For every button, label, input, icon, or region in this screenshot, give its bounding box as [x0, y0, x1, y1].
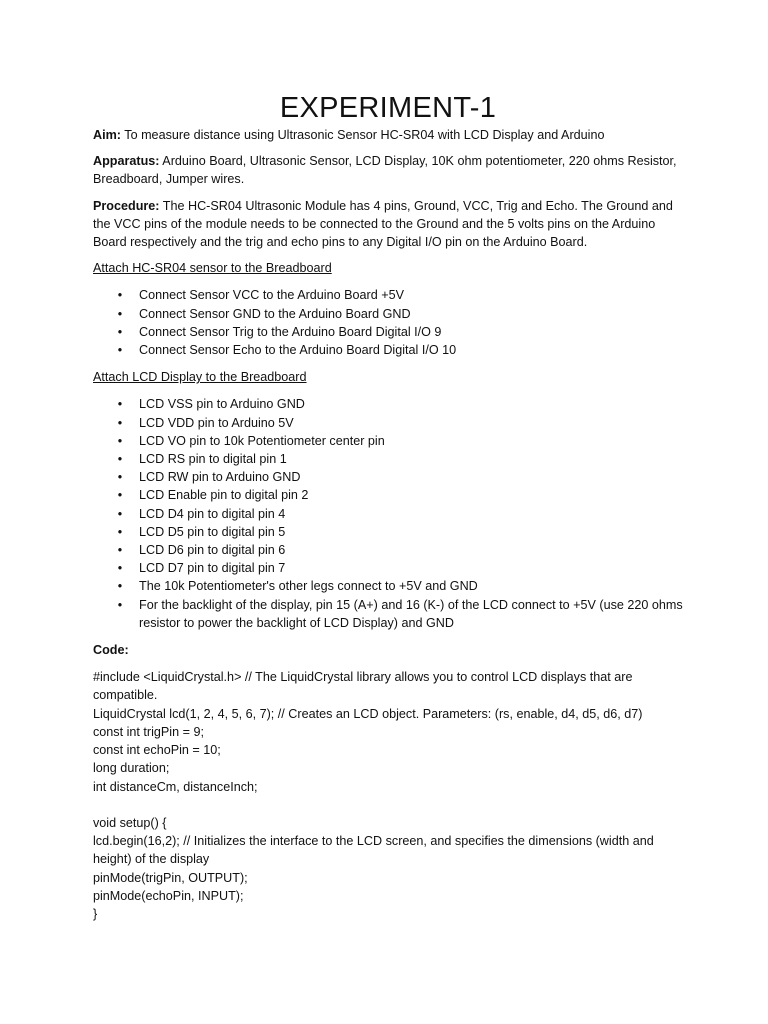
bullet-icon: •	[117, 597, 123, 612]
code-line: lcd.begin(16,2); // Initializes the interface to the LCD screen, and specifies the dimensions (width and height) of the display	[93, 834, 658, 867]
code-line: const int trigPin = 9;	[93, 724, 204, 739]
code-block	[93, 668, 683, 923]
list-item-text: LCD D5 pin to digital pin 5	[139, 524, 286, 539]
document-page	[93, 88, 683, 923]
apparatus-paragraph	[93, 152, 683, 188]
list-item	[93, 450, 683, 468]
code-line: pinMode(trigPin, OUTPUT);	[93, 870, 248, 885]
list-item	[93, 559, 683, 577]
aim-text: To measure distance using Ultrasonic Sensor HC-SR04 with LCD Display and Arduino	[121, 128, 605, 142]
list-item	[93, 505, 683, 523]
bullet-icon: •	[117, 561, 123, 576]
bullet-icon: •	[117, 397, 123, 412]
list-item	[93, 341, 683, 359]
list-item	[93, 596, 683, 632]
code-line: long duration;	[93, 761, 170, 776]
bullet-icon: •	[117, 579, 123, 594]
list-item	[93, 432, 683, 450]
procedure-paragraph	[93, 197, 683, 252]
bullet-icon: •	[117, 433, 123, 448]
bullet-icon: •	[117, 343, 123, 358]
sensor-connection-list	[93, 286, 683, 359]
aim-paragraph	[93, 126, 683, 144]
list-item-text: Connect Sensor VCC to the Arduino Board +5V	[139, 288, 404, 303]
code-line	[93, 796, 683, 814]
list-item	[93, 414, 683, 432]
list-item	[93, 577, 683, 595]
code-line: pinMode(echoPin, INPUT);	[93, 888, 244, 903]
list-item-text: LCD VDD pin to Arduino 5V	[139, 415, 294, 430]
bullet-icon: •	[117, 452, 123, 467]
list-item-text: LCD VO pin to 10k Potentiometer center pin	[139, 433, 385, 448]
list-item	[93, 323, 683, 341]
list-item	[93, 395, 683, 413]
list-item	[93, 523, 683, 541]
list-item-text: LCD VSS pin to Arduino GND	[139, 397, 305, 412]
page-title: EXPERIMENT-1	[279, 92, 497, 124]
code-line: }	[93, 906, 98, 921]
bullet-icon: •	[117, 288, 123, 303]
list-item	[93, 468, 683, 486]
bullet-icon: •	[117, 488, 123, 503]
list-item	[93, 486, 683, 504]
lcd-connection-list	[93, 395, 683, 632]
code-line: void setup() {	[93, 815, 167, 830]
list-item-text: LCD D4 pin to digital pin 4	[139, 506, 286, 521]
list-item-text: Connect Sensor Echo to the Arduino Board Digital I/O 10	[139, 343, 457, 358]
procedure-text: The HC-SR04 Ultrasonic Module has 4 pins, Ground, VCC, Trig and Echo. The Ground and the VCC pins of the module needs to be connected to the Ground and the 5 volts pins on the Arduino Board respectively and the trig and echo pins to any Digital I/O pin on the Arduino Board.	[93, 198, 673, 250]
bullet-icon: •	[117, 324, 123, 339]
code-line: #include <LiquidCrystal.h> // The LiquidCrystal library allows you to control LCD displays that are compatible.	[93, 670, 636, 703]
list-item-text: LCD Enable pin to digital pin 2	[139, 488, 309, 503]
bullet-icon: •	[117, 470, 123, 485]
bullet-icon: •	[117, 524, 123, 539]
bullet-icon: •	[117, 506, 123, 521]
sensor-section-heading: Attach HC-SR04 sensor to the Breadboard	[93, 261, 332, 276]
code-line: int distanceCm, distanceInch;	[93, 779, 258, 794]
list-item-text: LCD RW pin to Arduino GND	[139, 470, 301, 485]
bullet-icon: •	[117, 306, 123, 321]
list-item-text: Connect Sensor Trig to the Arduino Board Digital I/O 9	[139, 324, 442, 339]
bullet-icon: •	[117, 543, 123, 558]
apparatus-text: Arduino Board, Ultrasonic Sensor, LCD Display, 10K ohm potentiometer, 220 ohms Resistor, Breadboard, Jumper wires.	[93, 154, 677, 187]
list-item-text: The 10k Potentiometer's other legs connect to +5V and GND	[139, 579, 478, 594]
list-item-text: For the backlight of the display, pin 15 (A+) and 16 (K-) of the LCD connect to +5V (use 220 ohms resistor to power the backlight of LCD Display) and GND	[139, 597, 683, 630]
code-label: Code:	[93, 643, 129, 658]
list-item	[93, 541, 683, 559]
list-item	[93, 305, 683, 323]
bullet-icon: •	[117, 415, 123, 430]
list-item-text: LCD D7 pin to digital pin 7	[139, 561, 286, 576]
apparatus-label: Apparatus:	[93, 154, 160, 169]
list-item-text: LCD RS pin to digital pin 1	[139, 452, 287, 467]
list-item	[93, 286, 683, 304]
aim-label: Aim:	[93, 128, 121, 142]
procedure-label: Procedure:	[93, 198, 160, 213]
list-item-text: Connect Sensor GND to the Arduino Board GND	[139, 306, 411, 321]
list-item-text: LCD D6 pin to digital pin 6	[139, 543, 286, 558]
code-line: LiquidCrystal lcd(1, 2, 4, 5, 6, 7); // Creates an LCD object. Parameters: (rs, enable, d4, d5, d6, d7)	[93, 706, 643, 721]
lcd-section-heading: Attach LCD Display to the Breadboard	[93, 370, 307, 385]
code-line: const int echoPin = 10;	[93, 743, 221, 758]
